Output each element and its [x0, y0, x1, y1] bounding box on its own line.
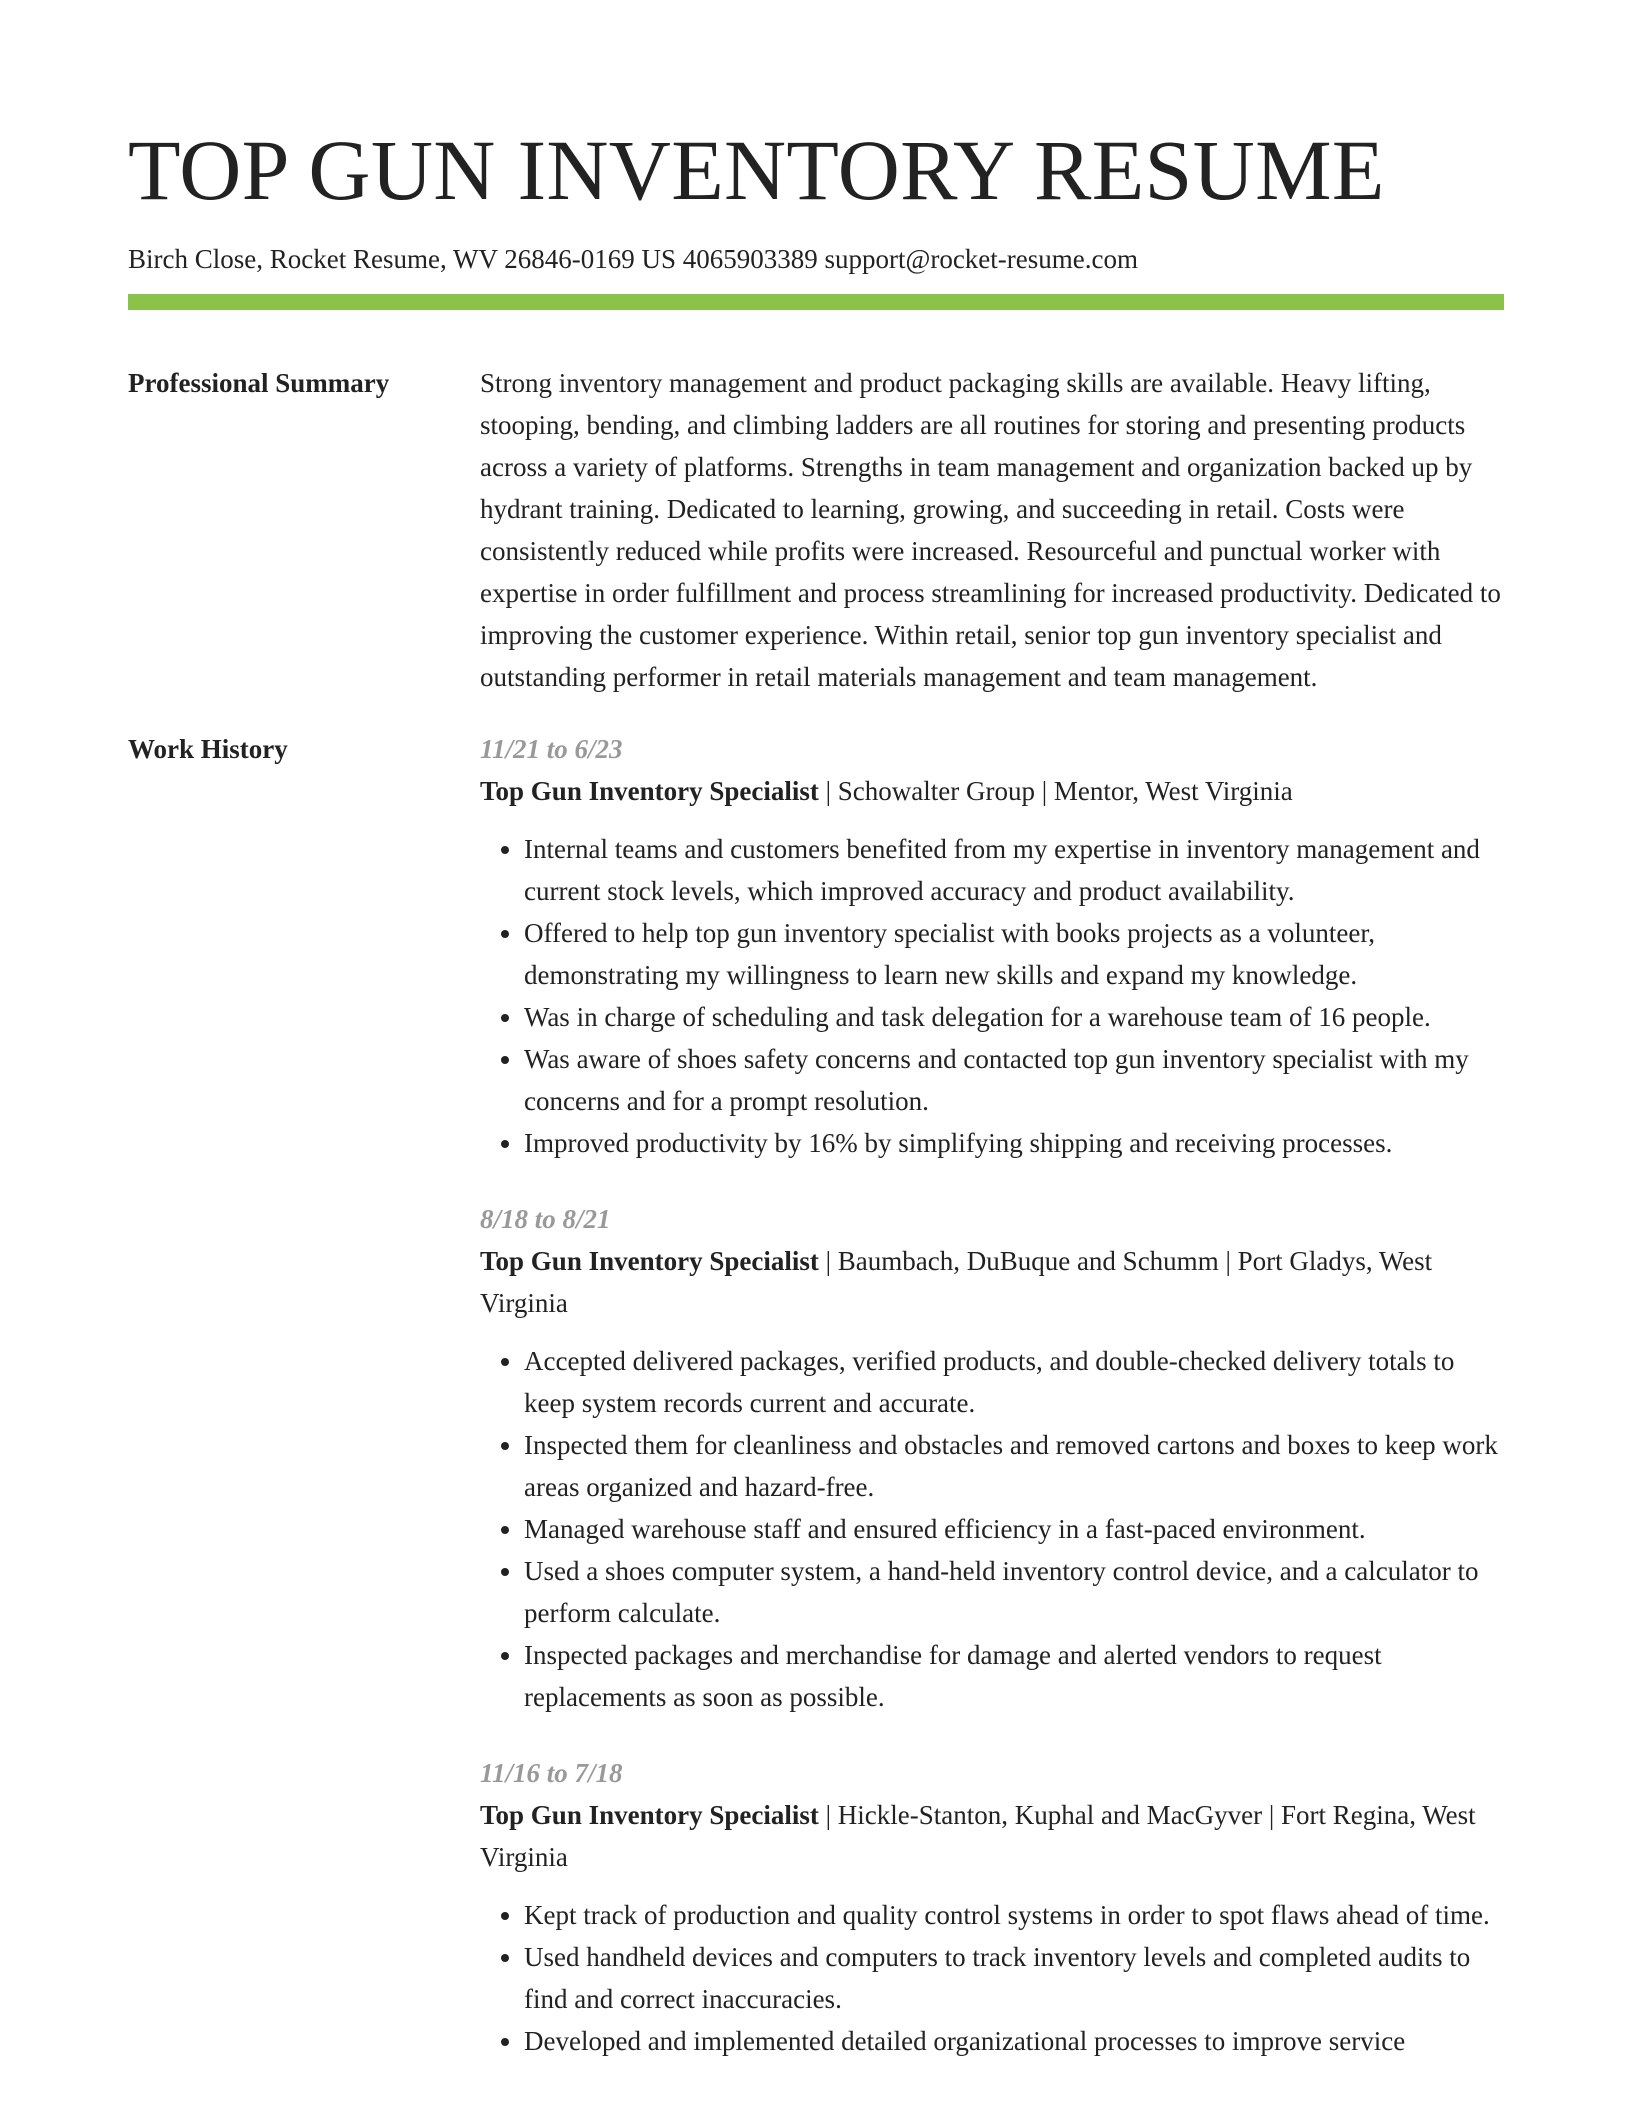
job-bullets [480, 828, 1504, 1164]
job-entry [480, 1752, 1504, 2062]
job-bullets [480, 1894, 1504, 2062]
job-dates: 8/18 to 8/21 [480, 1204, 611, 1234]
job-heading [480, 770, 1504, 812]
job-title: Top Gun Inventory Specialist [480, 1800, 819, 1830]
job-bullet: • Used handheld devices and computers to track inventory levels and completed audits to find and correct inaccuracies. [524, 1936, 1504, 2020]
summary-heading: Professional Summary [128, 368, 390, 398]
job-entry [480, 1198, 1504, 1718]
header-divider [128, 294, 1504, 310]
job-bullet: • Managed warehouse staff and ensured efficiency in a fast-paced environment. [524, 1508, 1504, 1550]
job-bullet: • Offered to help top gun inventory specialist with books projects as a volunteer, demonstrating my willingness to learn new skills and expand my knowledge. [524, 912, 1504, 996]
job-bullet: • Inspected them for cleanliness and obstacles and removed cartons and boxes to keep work areas organized and hazard-free. [524, 1424, 1504, 1508]
work-history-section [128, 728, 1504, 2096]
job-bullet: • Inspected packages and merchandise for damage and alerted vendors to request replacements as soon as possible. [524, 1634, 1504, 1718]
job-bullet: • Developed and implemented detailed organizational processes to improve service [524, 2020, 1504, 2062]
job-details: | Baumbach, DuBuque and Schumm | Port Gladys, West Virginia [480, 1246, 1433, 1318]
work-history-heading: Work History [128, 734, 288, 764]
job-heading [480, 1240, 1504, 1324]
contact-line: Birch Close, Rocket Resume, WV 26846-0169 US 4065903389 support@rocket-resume.com [128, 244, 1138, 274]
job-bullet: • Was in charge of scheduling and task delegation for a warehouse team of 16 people. [524, 996, 1504, 1038]
job-title: Top Gun Inventory Specialist [480, 1246, 819, 1276]
job-dates: 11/21 to 6/23 [480, 734, 623, 764]
job-details: | Schowalter Group | Mentor, West Virginia [818, 776, 1293, 806]
job-details: | Hickle-Stanton, Kuphal and MacGyver | Fort Regina, West Virginia [480, 1800, 1476, 1872]
resume-page [128, 0, 1504, 2096]
resume-title: TOP GUN INVENTORY RESUME [128, 122, 1385, 218]
job-entry [480, 728, 1504, 1164]
job-bullet: • Kept track of production and quality control systems in order to spot flaws ahead of time. [524, 1894, 1504, 1936]
summary-text: Strong inventory management and product packaging skills are available. Heavy lifting, stooping, bending, and climbing ladders are all routines for storing and presenting products across a variety of platforms. Strengths in team management and organization backed up by hydrant training. Dedicated to learning, growing, and succeeding in retail. Costs were consistently reduced while profits were increased. Resourceful and punctual worker with expertise in order fulfillment and process streamlining for increased productivity. Dedicated to improving the customer experience. Within retail, senior top gun inventory specialist and outstanding performer in retail materials management and team management. [480, 368, 1501, 692]
job-bullets [480, 1340, 1504, 1718]
job-bullet: • Used a shoes computer system, a hand-held inventory control device, and a calculator to perform calculate. [524, 1550, 1504, 1634]
job-bullet: • Was aware of shoes safety concerns and contacted top gun inventory specialist with my concerns and for a prompt resolution. [524, 1038, 1504, 1122]
job-bullet: • Internal teams and customers benefited from my expertise in inventory management and current stock levels, which improved accuracy and product availability. [524, 828, 1504, 912]
job-title: Top Gun Inventory Specialist [480, 776, 819, 806]
job-dates: 11/16 to 7/18 [480, 1758, 623, 1788]
job-bullet: • Accepted delivered packages, verified products, and double-checked delivery totals to keep system records current and accurate. [524, 1340, 1504, 1424]
job-heading [480, 1794, 1504, 1878]
summary-section [128, 362, 1504, 698]
job-bullet: • Improved productivity by 16% by simplifying shipping and receiving processes. [524, 1122, 1504, 1164]
